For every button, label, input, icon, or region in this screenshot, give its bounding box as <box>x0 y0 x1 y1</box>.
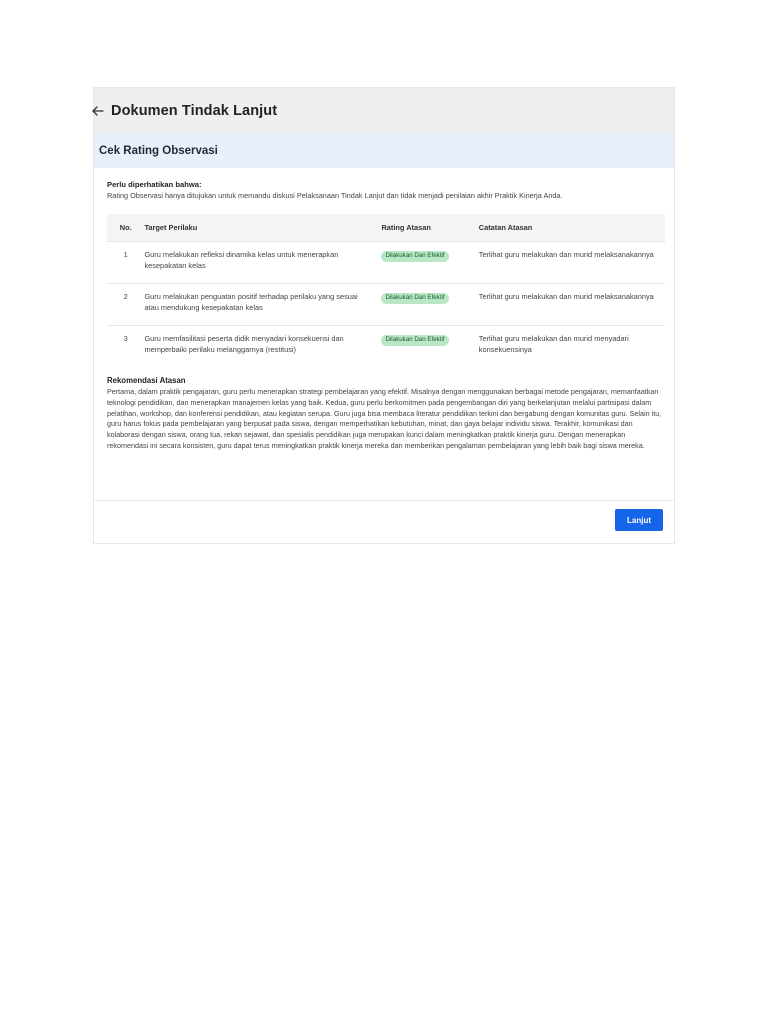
rating-cell <box>381 242 478 284</box>
notice-text: Rating Observasi hanya ditujukan untuk memandu diskusi Pelaksanaan Tindak Lanjut dan tidak menjadi penilaian akhir Praktik Kinerja Anda. <box>107 191 563 200</box>
footer-divider <box>94 500 674 501</box>
rating-cell <box>381 326 478 368</box>
target-behavior: Guru memfasilitasi peserta didik menyadari konsekuensi dan memperbaiki perilaku melanggarnya (restitusi) <box>144 334 344 354</box>
page-title: Dokumen Tindak Lanjut <box>111 103 278 119</box>
row-number: 2 <box>107 284 144 326</box>
section-title: Cek Rating Observasi <box>99 145 218 157</box>
rating-cell <box>381 284 478 326</box>
observation-table <box>107 214 665 367</box>
next-button[interactable]: Lanjut <box>615 509 663 531</box>
page-header <box>94 88 674 134</box>
column-header-notes: Catatan Atasan <box>479 214 665 242</box>
table-row <box>107 284 665 326</box>
column-header-target: Target Perilaku <box>144 214 381 242</box>
target-behavior: Guru melakukan penguatan positif terhadap perilaku yang sesuai atau mendukung kesepakatan kelas <box>144 284 381 326</box>
table-header-row <box>107 214 665 242</box>
section-header <box>94 134 674 168</box>
supervisor-notes: Terlihat guru melakukan dan murid menyadari konsekuensinya <box>478 334 629 354</box>
arrow-left-icon[interactable] <box>92 104 106 118</box>
column-header-rating: Rating Atasan <box>381 214 478 242</box>
rating-badge: Dilakukan Dan Efektif <box>381 251 448 262</box>
notice-title: Perlu diperhatikan bahwa: <box>107 180 202 189</box>
follow-up-document-card <box>93 87 675 544</box>
rating-badge: Dilakukan Dan Efektif <box>381 293 448 304</box>
row-number: 1 <box>107 242 144 284</box>
rating-badge: Dilakukan Dan Efektif <box>381 335 448 346</box>
recommendation-title: Rekomendasi Atasan <box>107 376 186 385</box>
target-behavior: Guru melakukan refleksi dinamika kelas untuk menerapkan kesepakatan kelas <box>144 242 381 284</box>
content-area <box>94 168 674 452</box>
supervisor-notes: Terlihat guru melakukan dan murid melaksanakannya <box>479 284 665 326</box>
column-header-no: No. <box>107 214 144 242</box>
table-row <box>107 242 665 284</box>
table-row <box>107 326 665 368</box>
row-number: 3 <box>123 334 128 343</box>
recommendation-text: Pertama, dalam praktik pengajaran, guru perlu menerapkan strategi pembelajaran yang efektif. Misalnya dengan menggunakan berbagai metode pengajaran, memanfaatkan teknologi pendidikan, dan menerapkan manajemen kelas yang baik. Kedua, guru perlu berkomitmen pada pengembangan diri yang berkelanjutan melalui partisipasi dalam pelatihan, workshop, dan konferensi pendidikan, atau kegiatan serupa. Guru juga bisa membaca literatur pendidikan terkini dan bergabung dengan komunitas guru. Selain itu, guru harus fokus pada pembelajaran yang berpusat pada siswa, dengan memperhatikan kebutuhan, minat, dan gaya belajar individu siswa. Terakhir, komunikasi dan kolaborasi dengan siswa, orang tua, rekan sejawat, dan spesialis pendidikan juga merupakan kunci dalam meningkatkan praktik kinerja guru. Dengan menerapkan rekomendasi ini secara konsisten, guru dapat terus meningkatkan praktik kinerja mereka dan memberikan pengalaman pembelajaran yang lebih baik bagi siswa mereka. <box>107 387 662 450</box>
supervisor-notes: Terlihat guru melakukan dan murid melaksanakannya <box>479 242 665 284</box>
